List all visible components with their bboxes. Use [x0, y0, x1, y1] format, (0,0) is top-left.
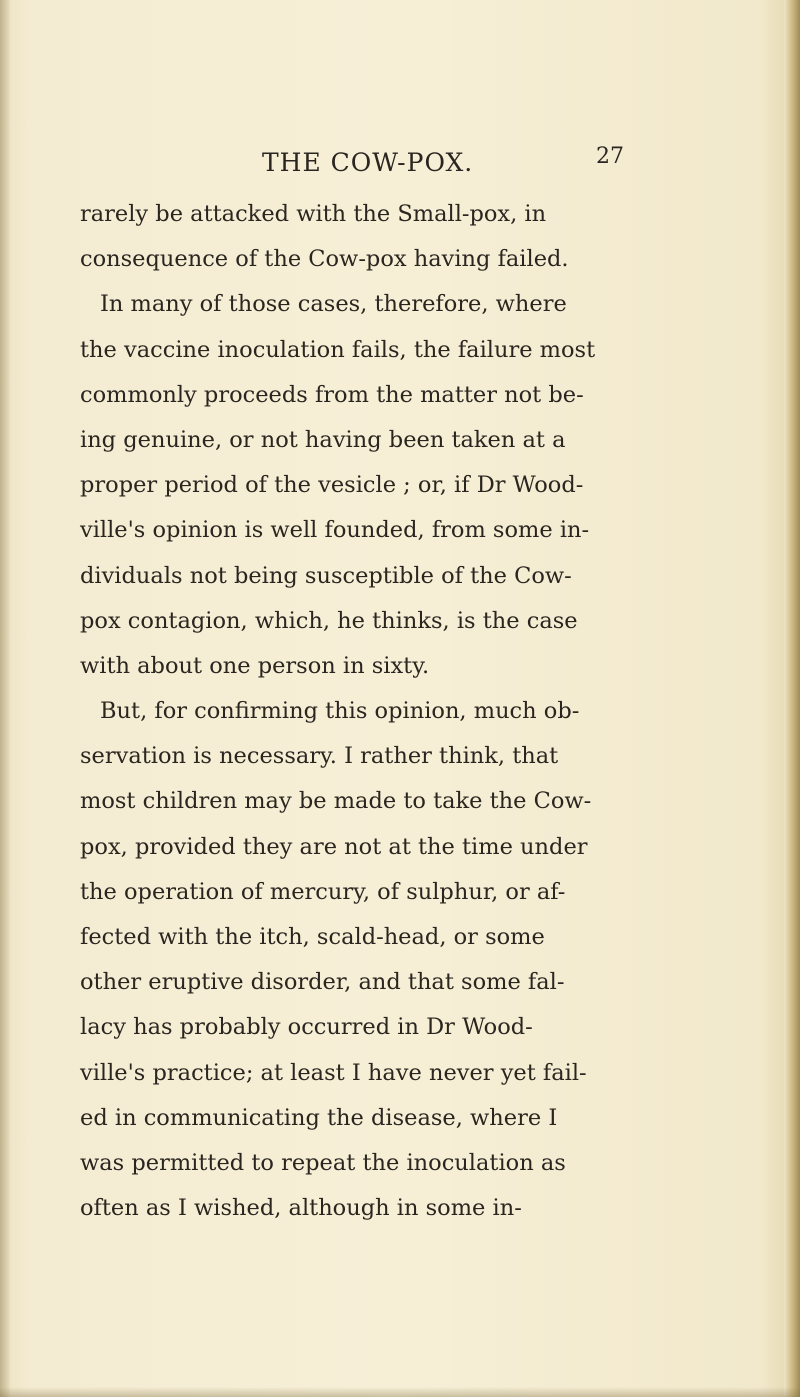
text-line: fected with the itch, scald-head, or some — [80, 924, 545, 950]
text-line: commonly proceeds from the matter not be- — [80, 381, 584, 408]
text-line: rarely be attacked with the Small-pox, in — [80, 201, 547, 227]
text-line: often as I wished, although in some in- — [80, 1195, 522, 1222]
text-line: ville's practice; at least I have never yet fail- — [80, 1059, 587, 1086]
text-line: consequence of the Cow-pox having failed. — [80, 246, 569, 273]
running-head — [262, 144, 624, 182]
page-left-edge — [0, 0, 10, 1397]
text-line: was permitted to repeat the inoculation as — [80, 1149, 566, 1176]
text-line: dividuals not being susceptible of the Cow- — [80, 562, 572, 589]
page-bottom-shadow — [0, 1387, 800, 1397]
text-line: pox, provided they are not at the time under — [80, 833, 588, 860]
text-line: pox contagion, which, he thinks, is the case — [80, 607, 578, 634]
text-line: ville's opinion is well founded, from some in- — [80, 517, 590, 544]
text-line: proper period of the vesicle ; or, if Dr Wood- — [80, 472, 584, 499]
page-number: 27 — [596, 144, 624, 169]
text-line: In many of those cases, therefore, where — [100, 291, 567, 318]
text-line: lacy has probably occurred in Dr Wood- — [80, 1014, 533, 1041]
text-line: ed in communicating the disease, where I — [80, 1104, 558, 1131]
page-right-edge — [784, 0, 800, 1397]
text-line: the operation of mercury, of sulphur, or af- — [80, 878, 566, 905]
body-text — [80, 192, 660, 1231]
running-head-title: THE COW-POX. — [262, 148, 474, 177]
text-line: most children may be made to take the Cow- — [80, 788, 592, 815]
text-line: the vaccine inoculation fails, the failure most — [80, 336, 596, 363]
text-line: with about one person in sixty. — [80, 652, 430, 679]
text-line: ing genuine, or not having been taken at a — [80, 426, 566, 453]
text-line: But, for confirming this opinion, much ob- — [100, 698, 580, 725]
text-line: other eruptive disorder, and that some fal- — [80, 969, 565, 996]
text-line: servation is necessary. I rather think, that — [80, 743, 559, 770]
